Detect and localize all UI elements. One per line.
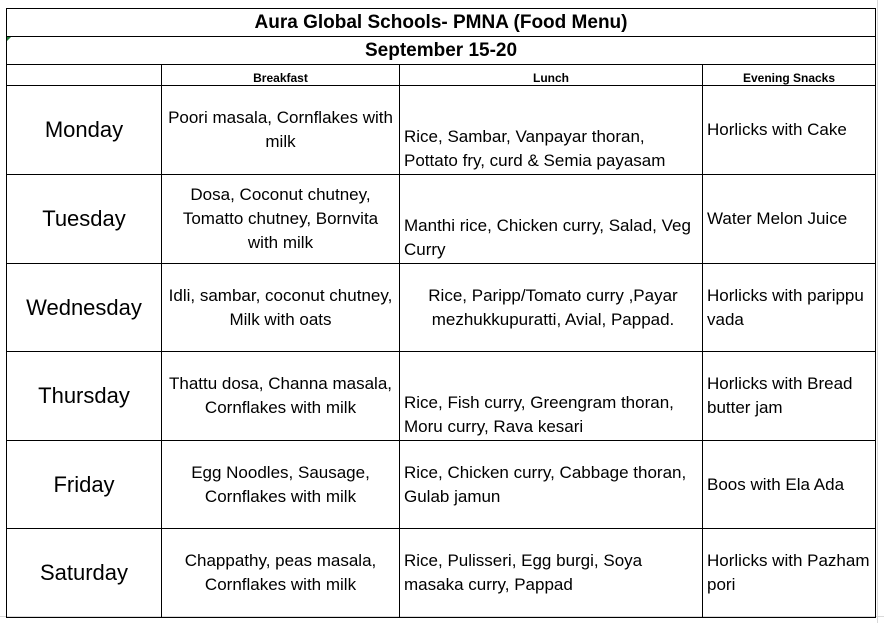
column-header-row <box>7 65 876 86</box>
table-row-thursday <box>7 352 876 441</box>
date-range[interactable]: September 15-20 <box>7 37 876 65</box>
page-title[interactable]: Aura Global Schools- PMNA (Food Menu) <box>7 9 876 37</box>
food-menu-table <box>6 8 876 618</box>
breakfast-cell[interactable]: Idli, sambar, coconut chutney, Milk with oats <box>162 264 400 352</box>
snacks-cell[interactable]: Horlicks with Pazham pori <box>703 529 876 618</box>
day-cell[interactable]: Thursday <box>7 352 162 441</box>
table-row-friday <box>7 441 876 529</box>
header-breakfast[interactable]: Breakfast <box>162 65 400 86</box>
sheet-gridline-right <box>877 0 878 623</box>
lunch-cell[interactable]: Manthi rice, Chicken curry, Salad, Veg Curry <box>400 175 703 264</box>
lunch-cell[interactable]: Rice, Sambar, Vanpayar thoran, Pottato fry, curd & Semia payasam <box>400 86 703 175</box>
food-menu-sheet <box>6 8 875 612</box>
day-cell[interactable]: Tuesday <box>7 175 162 264</box>
header-blank-cell[interactable] <box>7 65 162 86</box>
breakfast-cell[interactable]: Egg Noodles, Sausage, Cornflakes with milk <box>162 441 400 529</box>
table-row-saturday <box>7 529 876 618</box>
lunch-cell[interactable]: Rice, Chicken curry, Cabbage thoran, Gulab jamun <box>400 441 703 529</box>
date-row <box>7 37 876 65</box>
table-row-monday <box>7 86 876 175</box>
lunch-cell[interactable]: Rice, Paripp/Tomato curry ,Payar mezhukkupuratti, Avial, Pappad. <box>400 264 703 352</box>
title-row <box>7 9 876 37</box>
breakfast-cell[interactable]: Poori masala, Cornflakes with milk <box>162 86 400 175</box>
day-cell[interactable]: Saturday <box>7 529 162 618</box>
snacks-cell[interactable]: Boos with Ela Ada <box>703 441 876 529</box>
header-lunch[interactable]: Lunch <box>400 65 703 86</box>
breakfast-cell[interactable]: Thattu dosa, Channa masala, Cornflakes with milk <box>162 352 400 441</box>
breakfast-cell[interactable]: Chappathy, peas masala, Cornflakes with milk <box>162 529 400 618</box>
snacks-cell[interactable]: Water Melon Juice <box>703 175 876 264</box>
table-row-wednesday <box>7 264 876 352</box>
day-cell[interactable]: Friday <box>7 441 162 529</box>
snacks-cell[interactable]: Horlicks with Cake <box>703 86 876 175</box>
table-row-tuesday <box>7 175 876 264</box>
day-cell[interactable]: Wednesday <box>7 264 162 352</box>
snacks-cell[interactable]: Horlicks with parippu vada <box>703 264 876 352</box>
breakfast-cell[interactable]: Dosa, Coconut chutney, Tomatto chutney, Bornvita with milk <box>162 175 400 264</box>
header-evening-snacks[interactable]: Evening Snacks <box>703 65 876 86</box>
lunch-cell[interactable]: Rice, Fish curry, Greengram thoran, Moru curry, Rava kesari <box>400 352 703 441</box>
snacks-cell[interactable]: Horlicks with Bread butter jam <box>703 352 876 441</box>
day-cell[interactable]: Monday <box>7 86 162 175</box>
lunch-cell[interactable]: Rice, Pulisseri, Egg burgi, Soya masaka curry, Pappad <box>400 529 703 618</box>
